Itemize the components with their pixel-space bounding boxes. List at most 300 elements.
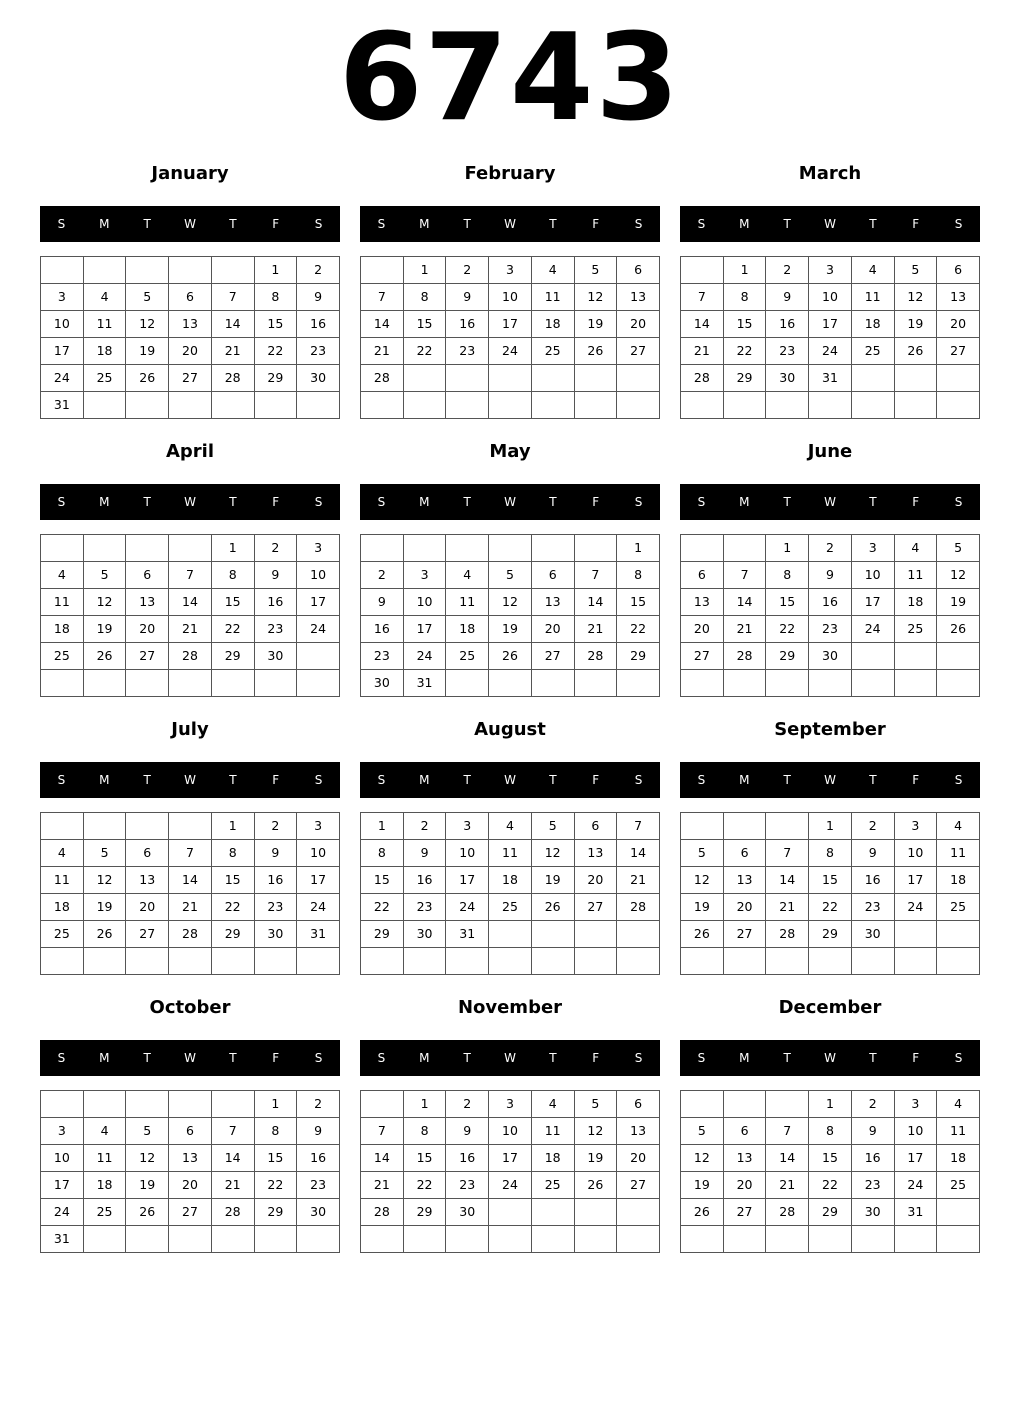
day-cell: 19	[126, 1172, 169, 1199]
day-cell: 27	[723, 921, 766, 948]
day-cell	[766, 392, 809, 419]
day-cell: 23	[446, 1172, 489, 1199]
day-cell: 17	[41, 1172, 84, 1199]
day-cell: 13	[531, 589, 574, 616]
week-row	[681, 921, 980, 948]
day-cell: 6	[169, 1118, 212, 1145]
week-row	[41, 1199, 340, 1226]
day-cell: 12	[83, 589, 126, 616]
day-cell	[617, 948, 660, 975]
weekday-label: S	[697, 495, 706, 509]
day-cell: 2	[766, 257, 809, 284]
week-row	[41, 867, 340, 894]
day-cell: 18	[83, 338, 126, 365]
day-cell: 23	[403, 894, 446, 921]
weekday-label: M	[739, 1051, 750, 1065]
weekday-label: S	[314, 495, 323, 509]
day-cell: 18	[446, 616, 489, 643]
day-cell: 23	[851, 1172, 894, 1199]
day-cell: 13	[169, 311, 212, 338]
day-cell: 27	[937, 338, 980, 365]
day-cell: 20	[937, 311, 980, 338]
day-cell: 31	[41, 392, 84, 419]
day-cell: 1	[809, 1091, 852, 1118]
day-cell	[851, 392, 894, 419]
day-cell: 8	[617, 562, 660, 589]
day-cell: 11	[446, 589, 489, 616]
day-cell	[446, 392, 489, 419]
day-cell: 25	[83, 1199, 126, 1226]
weekday-label: M	[739, 217, 750, 231]
day-cell: 15	[211, 589, 254, 616]
day-cell: 9	[361, 589, 404, 616]
week-row	[41, 894, 340, 921]
day-cell: 29	[211, 921, 254, 948]
day-cell: 7	[723, 562, 766, 589]
weekday-header	[40, 762, 340, 798]
day-cell	[681, 257, 724, 284]
day-cell	[531, 921, 574, 948]
day-cell: 12	[531, 840, 574, 867]
day-cell: 12	[937, 562, 980, 589]
day-cell: 2	[851, 813, 894, 840]
day-cell: 15	[766, 589, 809, 616]
day-cell	[126, 1091, 169, 1118]
day-cell: 11	[894, 562, 937, 589]
day-cell: 14	[361, 1145, 404, 1172]
day-cell: 19	[531, 867, 574, 894]
weekday-label: T	[463, 495, 471, 509]
day-cell	[766, 948, 809, 975]
day-cell	[617, 365, 660, 392]
day-grid	[680, 812, 980, 975]
day-cell	[617, 1199, 660, 1226]
weekday-label: M	[99, 217, 110, 231]
day-cell: 9	[403, 840, 446, 867]
day-cell	[489, 392, 532, 419]
day-cell: 28	[361, 365, 404, 392]
day-cell: 13	[126, 867, 169, 894]
day-cell: 14	[766, 1145, 809, 1172]
day-cell	[41, 257, 84, 284]
day-cell: 8	[403, 284, 446, 311]
day-cell	[766, 1091, 809, 1118]
day-cell: 18	[851, 311, 894, 338]
weekday-label: T	[869, 773, 877, 787]
day-cell: 25	[489, 894, 532, 921]
day-cell: 23	[809, 616, 852, 643]
day-cell: 6	[937, 257, 980, 284]
day-grid	[680, 256, 980, 419]
day-cell: 31	[41, 1226, 84, 1253]
day-cell: 25	[937, 894, 980, 921]
weekday-label: T	[143, 773, 151, 787]
week-row	[361, 257, 660, 284]
day-cell: 31	[446, 921, 489, 948]
day-cell	[211, 948, 254, 975]
day-cell: 27	[574, 894, 617, 921]
day-cell	[211, 1091, 254, 1118]
week-row	[681, 1172, 980, 1199]
day-cell: 24	[297, 616, 340, 643]
day-cell	[531, 1226, 574, 1253]
day-cell: 30	[766, 365, 809, 392]
day-cell: 2	[361, 562, 404, 589]
day-cell: 1	[403, 257, 446, 284]
day-cell: 30	[446, 1199, 489, 1226]
day-cell: 24	[403, 643, 446, 670]
day-cell: 19	[894, 311, 937, 338]
day-cell: 1	[617, 535, 660, 562]
day-cell: 3	[489, 1091, 532, 1118]
day-cell: 7	[766, 840, 809, 867]
day-cell: 5	[894, 257, 937, 284]
day-cell	[937, 1226, 980, 1253]
day-cell: 14	[211, 1145, 254, 1172]
weekday-label: S	[377, 217, 386, 231]
week-row	[41, 535, 340, 562]
day-cell: 21	[617, 867, 660, 894]
day-cell: 26	[574, 338, 617, 365]
day-cell	[531, 535, 574, 562]
day-cell: 27	[681, 643, 724, 670]
day-cell: 29	[617, 643, 660, 670]
day-cell	[126, 535, 169, 562]
day-cell: 25	[531, 338, 574, 365]
weekday-label: S	[954, 773, 963, 787]
day-cell: 22	[723, 338, 766, 365]
day-cell	[809, 948, 852, 975]
week-row	[361, 365, 660, 392]
day-cell: 7	[169, 562, 212, 589]
day-cell	[766, 813, 809, 840]
day-cell: 4	[937, 813, 980, 840]
weekday-label: M	[419, 773, 430, 787]
day-cell: 2	[809, 535, 852, 562]
day-cell: 22	[809, 894, 852, 921]
day-cell: 22	[617, 616, 660, 643]
day-cell: 28	[211, 1199, 254, 1226]
day-cell: 22	[809, 1172, 852, 1199]
day-cell: 5	[574, 257, 617, 284]
day-cell: 21	[211, 338, 254, 365]
day-cell: 24	[894, 894, 937, 921]
day-cell: 23	[297, 1172, 340, 1199]
weekday-label: W	[824, 1051, 836, 1065]
day-cell	[894, 948, 937, 975]
weekday-label: W	[824, 773, 836, 787]
day-cell: 8	[211, 562, 254, 589]
weekday-label: S	[954, 217, 963, 231]
day-cell: 30	[254, 921, 297, 948]
day-cell: 26	[937, 616, 980, 643]
day-cell: 13	[169, 1145, 212, 1172]
weekday-label: W	[184, 217, 196, 231]
day-cell	[169, 257, 212, 284]
day-cell: 12	[894, 284, 937, 311]
week-row	[361, 643, 660, 670]
day-cell	[617, 921, 660, 948]
day-cell: 3	[297, 813, 340, 840]
week-row	[361, 284, 660, 311]
day-cell: 24	[41, 1199, 84, 1226]
day-cell: 27	[169, 1199, 212, 1226]
day-cell	[169, 1226, 212, 1253]
day-cell: 29	[809, 1199, 852, 1226]
weekday-header	[40, 206, 340, 242]
day-cell: 30	[361, 670, 404, 697]
weekday-label: S	[377, 773, 386, 787]
weekday-label: W	[504, 495, 516, 509]
day-cell: 11	[41, 867, 84, 894]
day-cell: 20	[723, 1172, 766, 1199]
day-cell: 27	[169, 365, 212, 392]
day-cell: 9	[851, 840, 894, 867]
day-grid	[40, 534, 340, 697]
day-cell: 3	[41, 1118, 84, 1145]
day-cell: 17	[41, 338, 84, 365]
day-cell: 17	[297, 589, 340, 616]
day-cell	[574, 670, 617, 697]
day-cell: 22	[766, 616, 809, 643]
day-cell	[531, 948, 574, 975]
weekday-label: S	[57, 217, 66, 231]
day-cell	[403, 1226, 446, 1253]
day-cell: 6	[531, 562, 574, 589]
day-cell: 25	[531, 1172, 574, 1199]
day-cell	[574, 921, 617, 948]
day-cell: 17	[894, 867, 937, 894]
day-cell: 29	[361, 921, 404, 948]
day-cell: 12	[681, 1145, 724, 1172]
day-cell	[446, 948, 489, 975]
day-cell: 27	[126, 643, 169, 670]
weekday-header	[680, 762, 980, 798]
day-cell: 17	[894, 1145, 937, 1172]
day-cell: 16	[254, 867, 297, 894]
day-grid	[680, 534, 980, 697]
day-cell: 24	[851, 616, 894, 643]
day-cell: 19	[83, 894, 126, 921]
day-cell	[489, 365, 532, 392]
weekday-label: T	[229, 1051, 237, 1065]
day-cell	[254, 670, 297, 697]
day-cell: 30	[297, 365, 340, 392]
day-cell	[851, 670, 894, 697]
day-cell: 6	[169, 284, 212, 311]
day-cell: 24	[297, 894, 340, 921]
weekday-label: F	[272, 217, 280, 231]
day-cell: 16	[403, 867, 446, 894]
weekday-label: F	[912, 773, 920, 787]
day-cell: 26	[894, 338, 937, 365]
day-cell: 14	[723, 589, 766, 616]
day-cell: 7	[211, 1118, 254, 1145]
day-cell: 26	[126, 365, 169, 392]
day-cell	[361, 948, 404, 975]
day-cell	[574, 948, 617, 975]
week-row	[361, 813, 660, 840]
day-cell	[254, 392, 297, 419]
day-cell: 29	[254, 1199, 297, 1226]
weekday-label: F	[912, 217, 920, 231]
day-grid	[680, 1090, 980, 1253]
day-cell	[169, 392, 212, 419]
day-grid	[360, 1090, 660, 1253]
week-row	[41, 1172, 340, 1199]
weekday-label: T	[463, 217, 471, 231]
day-cell: 5	[489, 562, 532, 589]
day-cell: 20	[169, 1172, 212, 1199]
day-cell: 5	[126, 284, 169, 311]
day-cell: 13	[574, 840, 617, 867]
day-cell: 10	[809, 284, 852, 311]
weekday-label: T	[549, 1051, 557, 1065]
month-name: March	[798, 163, 862, 184]
day-cell	[41, 813, 84, 840]
day-cell	[617, 392, 660, 419]
day-cell: 13	[617, 1118, 660, 1145]
day-cell	[361, 1226, 404, 1253]
week-row	[681, 1091, 980, 1118]
day-cell: 18	[83, 1172, 126, 1199]
day-cell	[403, 365, 446, 392]
day-cell: 5	[681, 840, 724, 867]
weekday-label: S	[697, 1051, 706, 1065]
day-cell: 18	[489, 867, 532, 894]
day-cell: 28	[169, 643, 212, 670]
day-cell: 7	[681, 284, 724, 311]
day-cell: 31	[297, 921, 340, 948]
weekday-label: M	[99, 773, 110, 787]
day-cell: 3	[809, 257, 852, 284]
weekday-label: T	[229, 773, 237, 787]
day-cell	[937, 921, 980, 948]
day-cell	[723, 813, 766, 840]
week-row	[681, 813, 980, 840]
day-cell: 12	[126, 1145, 169, 1172]
day-cell	[297, 948, 340, 975]
day-cell: 8	[766, 562, 809, 589]
day-cell: 15	[617, 589, 660, 616]
weekday-label: W	[184, 1051, 196, 1065]
day-cell: 23	[254, 894, 297, 921]
day-cell: 24	[489, 338, 532, 365]
day-grid	[40, 1090, 340, 1253]
day-cell: 23	[254, 616, 297, 643]
day-cell: 10	[403, 589, 446, 616]
day-cell	[937, 948, 980, 975]
day-cell	[489, 921, 532, 948]
day-cell: 20	[531, 616, 574, 643]
day-cell: 1	[361, 813, 404, 840]
day-cell	[83, 257, 126, 284]
day-cell: 12	[489, 589, 532, 616]
week-row	[681, 562, 980, 589]
day-cell	[211, 392, 254, 419]
weekday-header	[40, 484, 340, 520]
year-title: 6743	[339, 9, 681, 148]
day-cell: 7	[574, 562, 617, 589]
day-cell: 29	[809, 921, 852, 948]
week-row	[681, 365, 980, 392]
weekday-label: W	[184, 773, 196, 787]
day-cell: 17	[446, 867, 489, 894]
day-cell	[894, 921, 937, 948]
day-cell	[681, 535, 724, 562]
weekday-label: S	[634, 495, 643, 509]
day-cell: 28	[617, 894, 660, 921]
day-cell: 30	[403, 921, 446, 948]
weekday-label: S	[954, 1051, 963, 1065]
day-cell: 20	[617, 1145, 660, 1172]
week-row	[41, 1226, 340, 1253]
day-cell: 29	[766, 643, 809, 670]
day-cell: 9	[766, 284, 809, 311]
day-cell: 15	[211, 867, 254, 894]
day-cell: 31	[809, 365, 852, 392]
day-cell: 25	[41, 921, 84, 948]
day-cell: 28	[361, 1199, 404, 1226]
day-cell	[851, 1226, 894, 1253]
week-row	[361, 616, 660, 643]
day-cell: 7	[169, 840, 212, 867]
day-cell: 29	[211, 643, 254, 670]
weekday-header	[680, 484, 980, 520]
day-cell: 2	[403, 813, 446, 840]
day-cell: 30	[851, 1199, 894, 1226]
day-cell: 13	[723, 867, 766, 894]
day-cell: 1	[403, 1091, 446, 1118]
day-cell: 12	[681, 867, 724, 894]
day-cell: 6	[681, 562, 724, 589]
day-cell	[617, 1226, 660, 1253]
week-row	[681, 616, 980, 643]
day-cell: 9	[446, 1118, 489, 1145]
day-grid	[40, 812, 340, 975]
day-cell: 11	[83, 311, 126, 338]
weekday-header	[40, 1040, 340, 1076]
weekday-label: M	[739, 773, 750, 787]
day-cell: 1	[211, 813, 254, 840]
day-cell: 22	[211, 894, 254, 921]
day-cell	[83, 1091, 126, 1118]
day-cell: 15	[361, 867, 404, 894]
day-cell: 16	[851, 1145, 894, 1172]
day-cell: 21	[169, 616, 212, 643]
day-cell: 18	[937, 867, 980, 894]
day-cell: 27	[617, 1172, 660, 1199]
weekday-label: F	[592, 217, 600, 231]
day-cell	[809, 392, 852, 419]
weekday-label: F	[912, 495, 920, 509]
week-row	[681, 1118, 980, 1145]
day-cell	[894, 392, 937, 419]
weekday-label: F	[912, 1051, 920, 1065]
day-cell: 21	[169, 894, 212, 921]
weekday-label: T	[869, 1051, 877, 1065]
day-cell: 4	[83, 284, 126, 311]
day-cell	[297, 392, 340, 419]
day-cell: 4	[446, 562, 489, 589]
week-row	[681, 589, 980, 616]
day-cell: 30	[809, 643, 852, 670]
month-name: July	[171, 719, 209, 740]
day-cell: 3	[446, 813, 489, 840]
week-row	[361, 311, 660, 338]
day-cell	[937, 392, 980, 419]
day-cell	[723, 670, 766, 697]
